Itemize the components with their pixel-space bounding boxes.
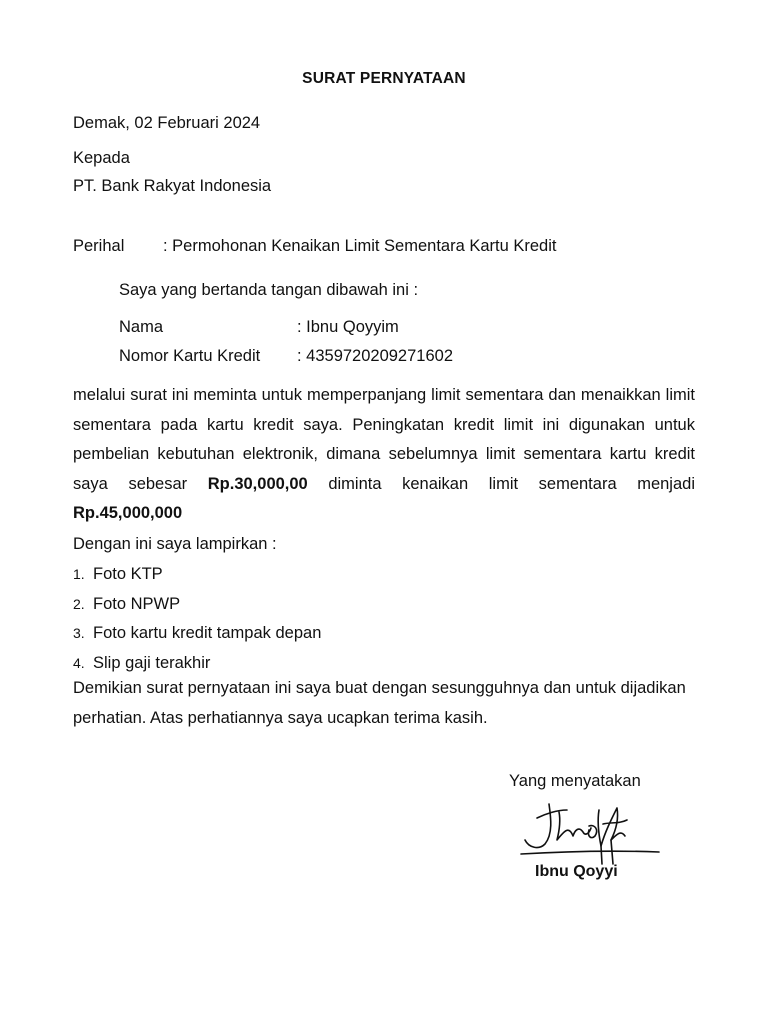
list-item-number: 4.: [73, 654, 85, 671]
list-item-number: 3.: [73, 625, 85, 641]
list-item: [73, 590, 321, 620]
identity-card-row: [119, 347, 453, 366]
attachments-intro: Dengan ini saya lampirkan :: [73, 535, 277, 553]
list-item-text: Foto kartu kredit tampak depan: [93, 624, 322, 642]
signature-label: Yang menyatakan: [509, 772, 641, 790]
signer-name: Ibnu Qoyyi: [535, 863, 618, 880]
body-paragraph: [73, 381, 695, 529]
recipient-label: Kepada: [73, 149, 130, 167]
new-limit-amount: Rp.45,000,000: [73, 504, 183, 522]
list-item-number: 2.: [73, 595, 85, 612]
place-date: Demak, 02 Februari 2024: [73, 114, 261, 132]
body-text-1: melalui surat ini meminta untuk memperpanjang limit sementara dan menaikkan limit sementara pada kartu kredit saya. Peningkatan kredit limit ini digunakan untuk pembelian kebutuhan elektronik, dimana sebelumnya limit sementara kartu kredit saya sebesar: [73, 386, 695, 493]
intro-text: Saya yang bertanda tangan dibawah ini :: [119, 281, 419, 299]
list-item: [73, 560, 321, 590]
handwritten-signature: [515, 796, 665, 866]
subject-line: [73, 237, 556, 256]
card-label: Nomor Kartu Kredit: [119, 347, 261, 365]
list-item-text: Foto NPWP: [93, 594, 181, 613]
subject-label: Perihal: [73, 237, 125, 255]
closing-paragraph: Demikian surat pernyataan ini saya buat dengan sesungguhnya dan untuk dijadikan perhatian. Atas perhatiannya saya ucapkan terima kasih.: [73, 679, 686, 727]
attachment-list: [73, 560, 321, 678]
name-label: Nama: [119, 318, 164, 336]
letter-title: SURAT PERNYATAAN: [302, 70, 466, 87]
old-limit-amount: Rp.30,000,00: [207, 474, 308, 493]
identity-name-row: [119, 318, 399, 337]
list-item: [73, 619, 321, 649]
list-item-text: Foto KTP: [93, 565, 163, 583]
card-value: : 4359720209271602: [297, 347, 453, 365]
body-text-2: diminta kenaikan limit sementara menjadi: [307, 474, 695, 493]
subject-value: : Permohonan Kenaikan Limit Sementara Kartu Kredit: [163, 237, 557, 255]
list-item-number: 1.: [73, 566, 85, 582]
list-item-text: Slip gaji terakhir: [93, 653, 211, 672]
name-value: : Ibnu Qoyyim: [297, 318, 399, 336]
recipient-name: PT. Bank Rakyat Indonesia: [73, 177, 272, 195]
